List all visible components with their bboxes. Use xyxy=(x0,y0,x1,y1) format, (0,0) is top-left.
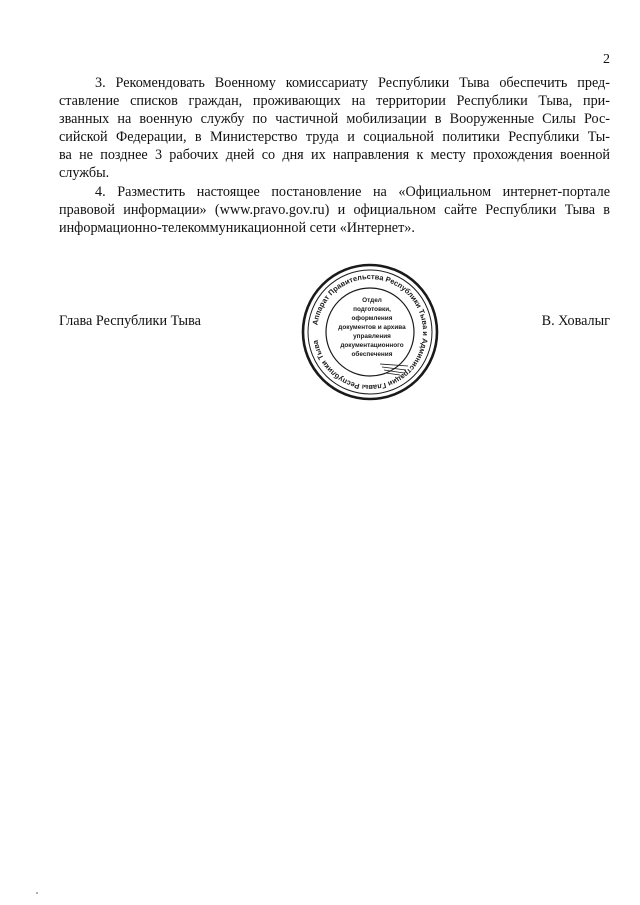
paragraph-3 xyxy=(59,74,610,183)
seal-center-line: обеспечения xyxy=(351,351,393,358)
signatory-position: Глава Республики Тыва xyxy=(59,313,201,329)
paragraph-line: правовой информации» (www.pravo.gov.ru) и официальном сайте Республики Тыва в xyxy=(59,201,610,218)
official-seal xyxy=(300,262,440,402)
seal-center-line: подготовки, xyxy=(353,306,391,313)
seal-center-line: документационного xyxy=(340,342,404,349)
paragraph-line: 3. Рекомендовать Военному комиссариату Республики Тыва обеспечить пред- xyxy=(95,75,610,91)
paragraph-line: информационно-телекоммуникационной сети «Интернет». xyxy=(59,219,415,236)
paragraph-line: сийской Федерации, в Министерство труда и социальной политики Республики Ты- xyxy=(59,129,610,146)
seal-center-line: документов и архива xyxy=(338,324,406,331)
paragraph-line: званных на военную службу по частичной мобилизации в Вооруженные Силы Рос- xyxy=(59,111,610,128)
paragraph-line: ва не позднее 3 рабочих дней со дня их направления к месту прохождения военной xyxy=(59,147,610,164)
paragraph-line: 4. Разместить настоящее постановление на «Официальном интернет-портале xyxy=(95,183,610,200)
signatory-name: В. Ховалыг xyxy=(541,313,610,329)
seal-center-line: управления xyxy=(353,333,391,340)
paragraph-line: службы. xyxy=(59,165,110,182)
document-body xyxy=(59,74,610,237)
seal-ring-text: Аппарат Правительства Республики Тыва и Администрации Главы Республики Тыва xyxy=(310,271,431,393)
page-number: 2 xyxy=(603,52,610,67)
paragraph-line: ставление списков граждан, проживающих на территории Республики Тыва, при- xyxy=(59,93,610,110)
seal-center-line: Отдел xyxy=(362,297,382,304)
paragraph-4 xyxy=(59,183,610,237)
scan-speck xyxy=(36,892,38,894)
seal-center-line: оформления xyxy=(351,315,393,322)
